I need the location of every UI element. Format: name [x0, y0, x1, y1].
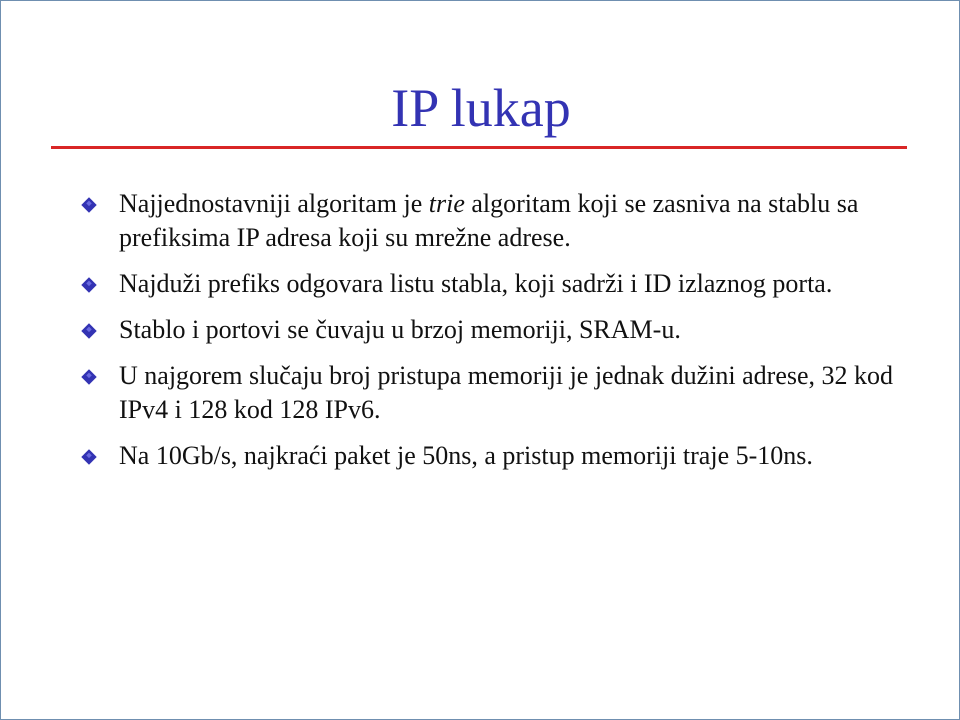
bullet-item-2 — [81, 267, 901, 301]
diamond-bullet-icon — [81, 323, 96, 338]
bullet-list — [81, 187, 901, 485]
diamond-bullet-icon — [81, 369, 96, 384]
bullet-text-5: Na 10Gb/s, najkraći paket je 50ns, a pristup memoriji traje 5-10ns. — [119, 441, 813, 470]
bullet-text-1-emphasis: trie — [428, 189, 465, 218]
bullet-item-1 — [81, 187, 901, 255]
title-divider — [51, 146, 907, 149]
diamond-bullet-icon — [81, 197, 96, 212]
diamond-bullet-icon — [81, 449, 96, 464]
bullet-text-3: Stablo i portovi se čuvaju u brzoj memoriji, SRAM-u. — [119, 315, 681, 344]
bullet-text-1-before: Najjednostavniji algoritam je — [119, 189, 429, 218]
bullet-item-3 — [81, 313, 901, 347]
bullet-text-1-after: algoritam koji se zasniva na stablu sa prefiksima IP adresa koji su mrežne adrese. — [119, 189, 859, 252]
slide-title: IP lukap — [391, 78, 571, 138]
bullet-text-4: U najgorem slučaju broj pristupa memoriji je jednak dužini adrese, 32 kod IPv4 i 128 kod 128 IPv6. — [119, 361, 894, 424]
bullet-text-2: Najduži prefiks odgovara listu stabla, koji sadrži i ID izlaznog porta. — [119, 269, 833, 298]
diamond-bullet-icon — [81, 277, 96, 292]
bullet-item-4 — [81, 359, 901, 427]
bullet-item-5 — [81, 439, 901, 473]
